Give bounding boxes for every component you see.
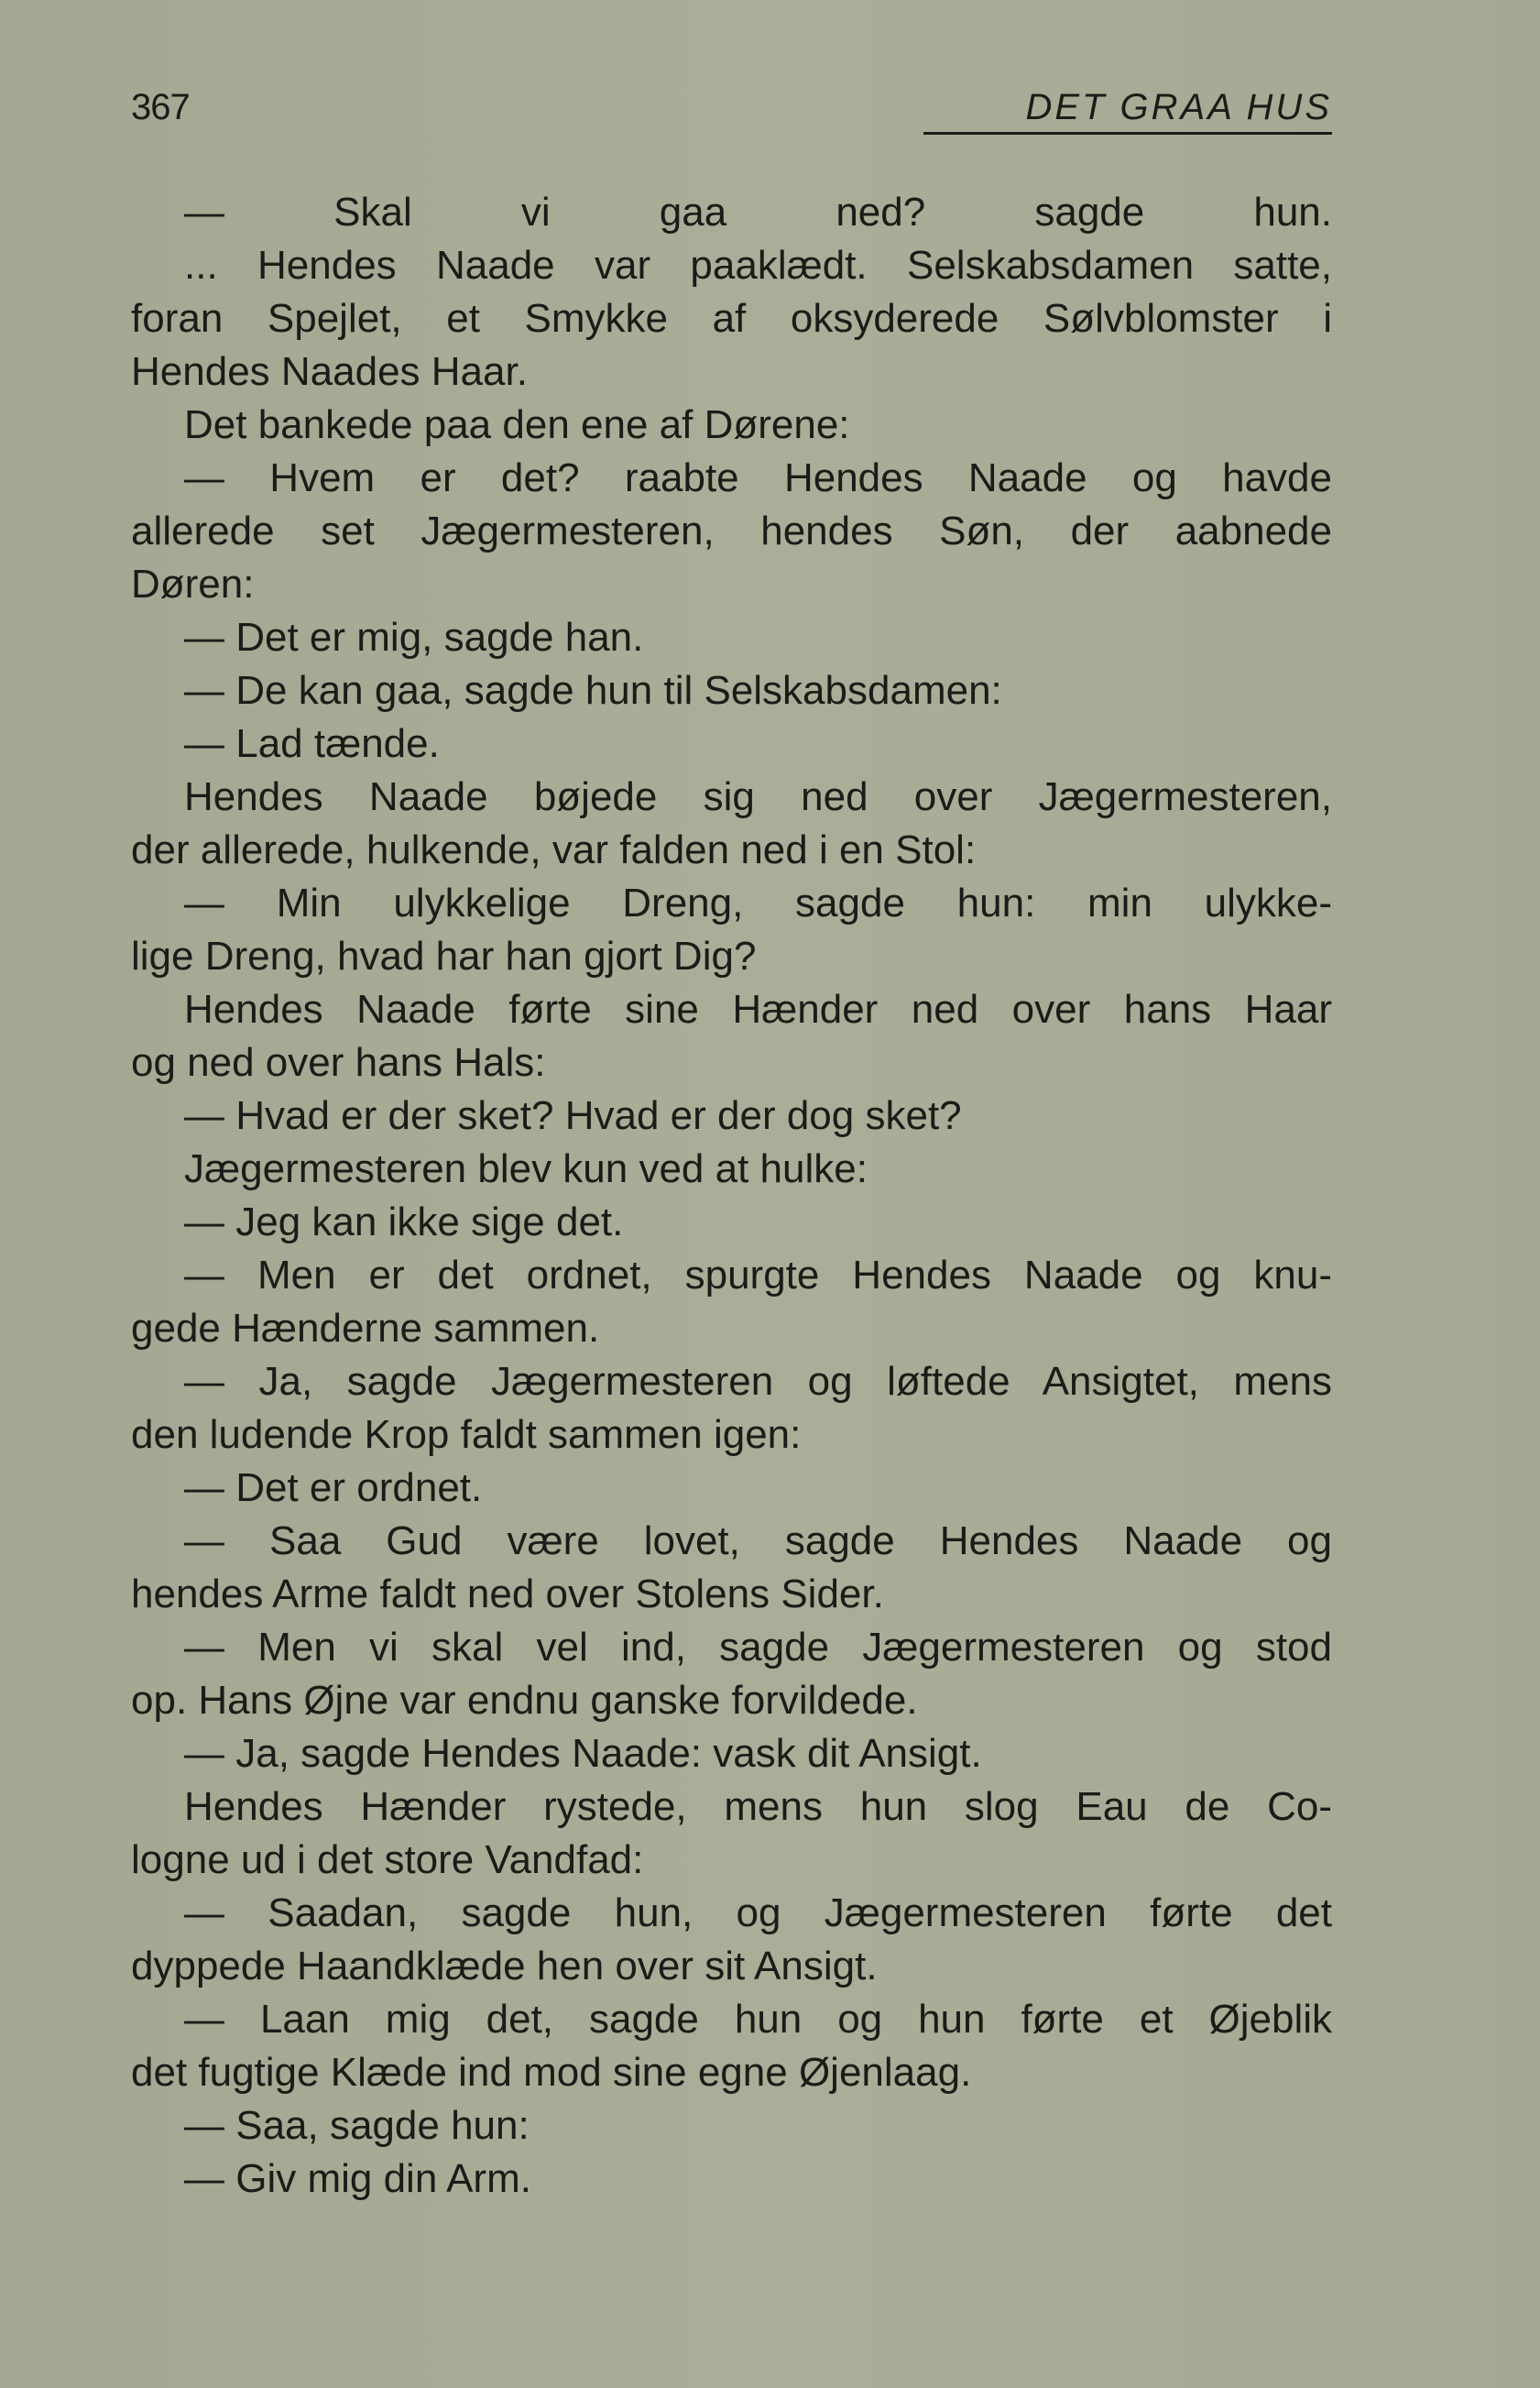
text-line: Døren: xyxy=(131,562,255,607)
body-text xyxy=(131,186,1332,2206)
text-line: — Saadan, sagde hun, og Jægermesteren førte det xyxy=(184,1890,1332,1935)
text-line: — Men vi skal vel ind, sagde Jægermesteren og stod xyxy=(184,1625,1332,1670)
text-line: Hendes Naade bøjede sig ned over Jægermesteren, xyxy=(184,774,1332,819)
text-line: — Lad tænde. xyxy=(184,721,440,766)
text-line: — Min ulykkelige Dreng, sagde hun: min ulykke- xyxy=(184,881,1332,926)
text-line: foran Spejlet, et Smykke af oksyderede Sølvblomster i xyxy=(131,296,1332,341)
text-line: — Men er det ordnet, spurgte Hendes Naade og knu- xyxy=(184,1253,1332,1298)
text-line: — Saa, sagde hun: xyxy=(184,2103,530,2148)
text-line: — Hvem er det? raabte Hendes Naade og havde xyxy=(184,455,1332,500)
text-line: dyppede Haandklæde hen over sit Ansigt. xyxy=(131,1944,878,1988)
text-line: — De kan gaa, sagde hun til Selskabsdamen: xyxy=(184,668,1002,713)
text-line: lige Dreng, hvad har han gjort Dig? xyxy=(131,934,757,979)
text-line: — Saa Gud være lovet, sagde Hendes Naade og xyxy=(184,1518,1332,1563)
text-line: op. Hans Øjne var endnu ganske forvildede. xyxy=(131,1678,918,1723)
text-line: — Det er mig, sagde han. xyxy=(184,615,644,660)
text-line: — Ja, sagde Hendes Naade: vask dit Ansigt. xyxy=(184,1731,982,1776)
text-line: Hendes Naade førte sine Hænder ned over hans Haar xyxy=(184,987,1332,1032)
text-line: gede Hænderne sammen. xyxy=(131,1306,600,1351)
text-line: Det bankede paa den ene af Dørene: xyxy=(184,402,850,447)
text-line: — Jeg kan ikke sige det. xyxy=(184,1199,624,1244)
text-line: Hendes Naades Haar. xyxy=(131,349,528,394)
text-line: Hendes Hænder rystede, mens hun slog Eau de Co- xyxy=(184,1784,1332,1829)
running-title: DET GRAA HUS xyxy=(923,84,1332,135)
text-line: — Laan mig det, sagde hun og hun førte et Øjeblik xyxy=(184,1997,1332,2042)
text-line: allerede set Jægermesteren, hendes Søn, der aabnede xyxy=(131,509,1332,553)
text-line: hendes Arme faldt ned over Stolens Sider. xyxy=(131,1572,884,1616)
text-line: — Ja, sagde Jægermesteren og løftede Ansigtet, mens xyxy=(184,1359,1332,1404)
text-line: — Det er ordnet. xyxy=(184,1465,483,1510)
text-line: — Giv mig din Arm. xyxy=(184,2156,531,2201)
text-line: — Hvad er der sket? Hvad er der dog sket? xyxy=(184,1093,962,1138)
text-line: — Skal vi gaa ned? sagde hun. xyxy=(184,190,1332,235)
text-line: den ludende Krop faldt sammen igen: xyxy=(131,1412,802,1457)
text-line: logne ud i det store Vandfad: xyxy=(131,1837,644,1882)
text-line: det fugtige Klæde ind mod sine egne Øjenlaag. xyxy=(131,2050,972,2095)
text-line: Jægermesteren blev kun ved at hulke: xyxy=(184,1146,868,1191)
page-number: 367 xyxy=(131,87,190,127)
text-line: og ned over hans Hals: xyxy=(131,1040,546,1085)
text-line: der allerede, hulkende, var falden ned i en Stol: xyxy=(131,827,977,872)
text-line: ... Hendes Naade var paaklædt. Selskabsdamen satte, xyxy=(184,243,1332,288)
